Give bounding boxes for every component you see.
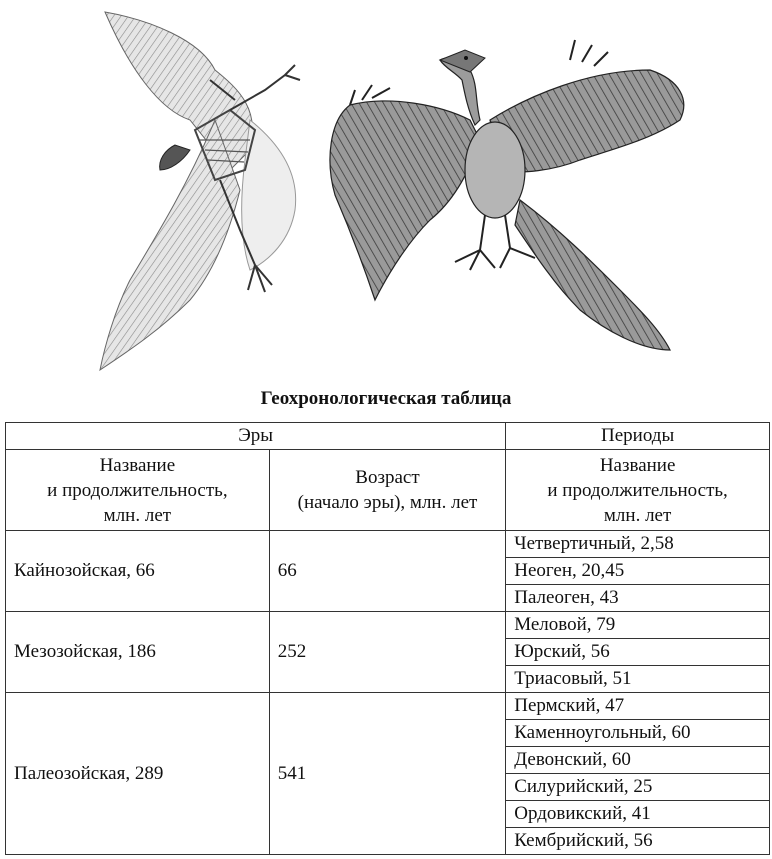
period-cell: Кембрийский, 56 xyxy=(506,828,770,855)
period-cell: Пермский, 47 xyxy=(506,693,770,720)
era-age-cell: 541 xyxy=(269,693,505,855)
period-cell: Четвертичный, 2,58 xyxy=(506,531,770,558)
period-cell: Юрский, 56 xyxy=(506,639,770,666)
header-era-name: Название и продолжительность, млн. лет xyxy=(6,450,270,531)
archaeopteryx-illustration xyxy=(0,0,772,385)
header-periods: Периоды xyxy=(506,423,770,450)
period-cell: Каменноугольный, 60 xyxy=(506,720,770,747)
reconstruction-drawing xyxy=(330,40,684,350)
header-eras: Эры xyxy=(6,423,506,450)
era-age-cell: 66 xyxy=(269,531,505,612)
period-cell: Девонский, 60 xyxy=(506,747,770,774)
period-cell: Неоген, 20,45 xyxy=(506,558,770,585)
era-name-cell: Палеозойская, 289 xyxy=(6,693,270,855)
fossil-drawing xyxy=(100,12,300,370)
table-caption: Геохронологическая таблица xyxy=(260,388,512,409)
header-era-age: Возраст (начало эры), млн. лет xyxy=(269,450,505,531)
table-row xyxy=(6,612,770,639)
period-cell: Ордовикский, 41 xyxy=(506,801,770,828)
era-age-cell: 252 xyxy=(269,612,505,693)
geochronological-table xyxy=(5,422,770,855)
era-name-cell: Мезозойская, 186 xyxy=(6,612,270,693)
era-name-cell: Кайнозойская, 66 xyxy=(6,531,270,612)
period-cell: Силурийский, 25 xyxy=(506,774,770,801)
header-period-name: Название и продолжительность, млн. лет xyxy=(506,450,770,531)
table-row xyxy=(6,693,770,720)
table-row xyxy=(6,531,770,558)
period-cell: Триасовый, 51 xyxy=(506,666,770,693)
period-cell: Меловой, 79 xyxy=(506,612,770,639)
period-cell: Палеоген, 43 xyxy=(506,585,770,612)
